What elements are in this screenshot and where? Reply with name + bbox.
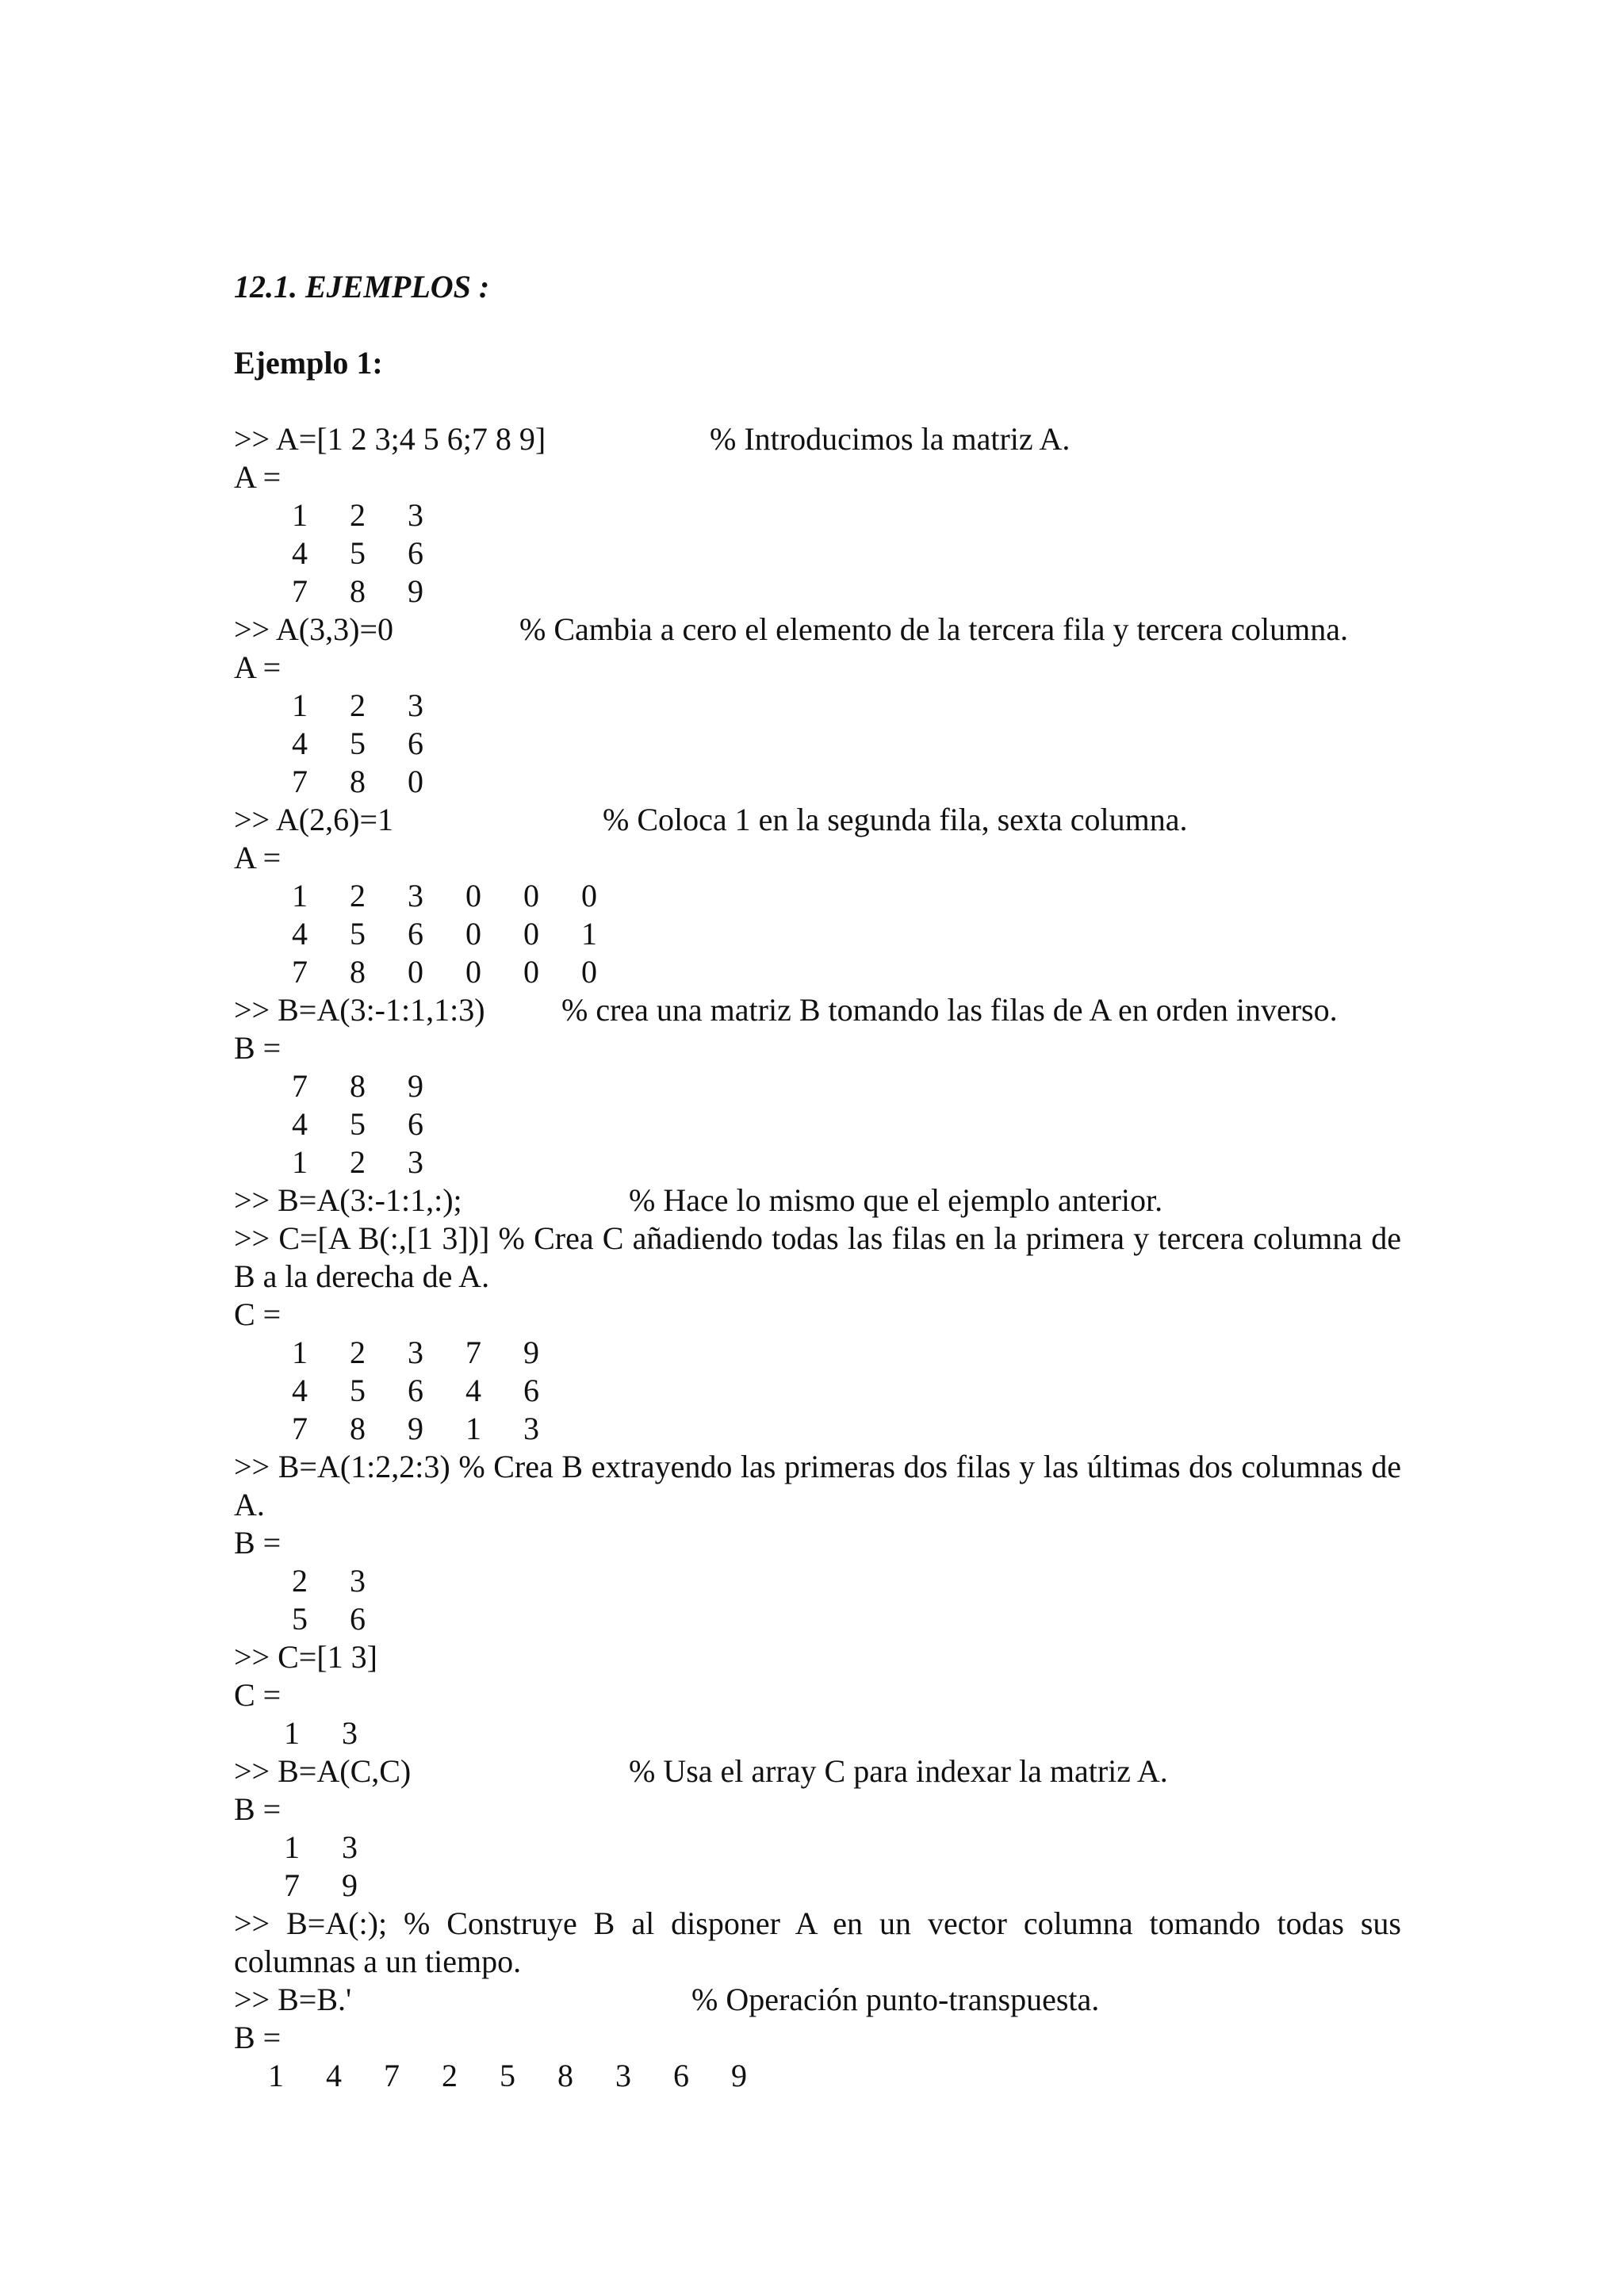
command-line: >> B=B.' xyxy=(234,1982,352,2017)
result-label: B = xyxy=(234,1525,282,1561)
matrix-cell: 9 xyxy=(731,2058,747,2093)
matrix-cell: 0 xyxy=(465,878,481,913)
matrix-cell: 9 xyxy=(408,1068,423,1104)
matrix-cell: 6 xyxy=(408,1373,423,1408)
matrix-cell: 9 xyxy=(523,1335,539,1370)
matrix-cell: 3 xyxy=(408,1335,423,1370)
matrix-cell: 1 xyxy=(292,1144,308,1180)
matrix-cell: 0 xyxy=(523,916,539,952)
matrix-cell: 4 xyxy=(292,916,308,952)
matrix-cell: 6 xyxy=(408,916,423,952)
section-title: 12.1. EJEMPLOS : xyxy=(234,269,490,304)
command-line-wrapped: >> C=[A B(:,[1 3])] % Crea C añadiendo todas las filas en la primera y tercera columna de B a la derecha de A. xyxy=(234,1220,1401,1294)
command-line-wrapped: >> B=A(:); % Construye B al disponer A en un vector columna tomando todas sus columnas a un tiempo. xyxy=(234,1905,1401,1979)
matrix-cell: 3 xyxy=(615,2058,631,2093)
matrix-cell: 7 xyxy=(465,1335,481,1370)
matrix-cell: 3 xyxy=(408,1144,423,1180)
matrix-cell: 1 xyxy=(284,1829,300,1865)
matrix-cell: 7 xyxy=(292,1411,308,1446)
matrix-cell: 1 xyxy=(292,878,308,913)
command-line: >> C=[1 3] xyxy=(234,1639,377,1675)
matrix-cell: 6 xyxy=(408,535,423,571)
matrix-cell: 5 xyxy=(350,1373,366,1408)
matrix-cell: 9 xyxy=(342,1867,358,1903)
matrix-cell: 2 xyxy=(350,878,366,913)
matrix-cell: 5 xyxy=(350,726,366,761)
command-comment: % Coloca 1 en la segunda fila, sexta columna. xyxy=(603,802,1188,837)
result-label: A = xyxy=(234,459,282,495)
matrix-cell: 7 xyxy=(292,1068,308,1104)
command-comment: % Usa el array C para indexar la matriz A. xyxy=(629,1753,1168,1789)
matrix-cell: 1 xyxy=(465,1411,481,1446)
matrix-cell: 2 xyxy=(350,497,366,533)
matrix-cell: 3 xyxy=(350,1563,366,1599)
matrix-cell: 4 xyxy=(292,1373,308,1408)
command-line: >> B=A(3:-1:1,1:3) xyxy=(234,992,485,1028)
matrix-cell: 3 xyxy=(342,1715,358,1751)
matrix-cell: 7 xyxy=(292,764,308,799)
matrix-cell: 4 xyxy=(292,1106,308,1142)
matrix-cell: 8 xyxy=(350,573,366,609)
command-comment: % Operación punto-transpuesta. xyxy=(691,1982,1100,2017)
matrix-cell: 0 xyxy=(523,954,539,990)
matrix-cell: 3 xyxy=(342,1829,358,1865)
matrix-cell: 9 xyxy=(408,1411,423,1446)
command-line: >> B=A(3:-1:1,:); xyxy=(234,1182,462,1218)
matrix-cell: 0 xyxy=(523,878,539,913)
matrix-cell: 6 xyxy=(408,1106,423,1142)
matrix-cell: 4 xyxy=(326,2058,342,2093)
matrix-cell: 4 xyxy=(292,726,308,761)
matrix-cell: 5 xyxy=(292,1601,308,1637)
matrix-cell: 0 xyxy=(408,954,423,990)
matrix-cell: 3 xyxy=(408,687,423,723)
command-line: >> A(2,6)=1 xyxy=(234,802,393,837)
matrix-cell: 6 xyxy=(523,1373,539,1408)
matrix-cell: 1 xyxy=(292,497,308,533)
matrix-cell: 6 xyxy=(408,726,423,761)
matrix-cell: 7 xyxy=(384,2058,400,2093)
matrix-cell: 2 xyxy=(292,1563,308,1599)
matrix-cell: 7 xyxy=(292,573,308,609)
matrix-cell: 1 xyxy=(284,1715,300,1751)
matrix-cell: 3 xyxy=(408,878,423,913)
command-comment: % Cambia a cero el elemento de la tercera fila y tercera columna. xyxy=(519,611,1348,647)
matrix-cell: 4 xyxy=(292,535,308,571)
matrix-cell: 5 xyxy=(350,535,366,571)
matrix-cell: 6 xyxy=(350,1601,366,1637)
matrix-cell: 1 xyxy=(268,2058,284,2093)
matrix-cell: 5 xyxy=(350,916,366,952)
command-line: >> B=A(C,C) xyxy=(234,1753,412,1789)
matrix-cell: 5 xyxy=(500,2058,515,2093)
example-title: Ejemplo 1: xyxy=(234,345,383,381)
result-label: B = xyxy=(234,1791,282,1827)
command-line-wrapped: >> B=A(1:2,2:3) % Crea B extrayendo las primeras dos filas y las últimas dos columnas de A. xyxy=(234,1449,1401,1522)
command-comment: % Hace lo mismo que el ejemplo anterior. xyxy=(629,1182,1163,1218)
matrix-cell: 2 xyxy=(350,687,366,723)
result-label: C = xyxy=(234,1296,282,1332)
command-line: >> A(3,3)=0 xyxy=(234,611,393,647)
matrix-cell: 3 xyxy=(408,497,423,533)
matrix-cell: 1 xyxy=(581,916,597,952)
matrix-cell: 9 xyxy=(408,573,423,609)
matrix-cell: 0 xyxy=(581,954,597,990)
matrix-cell: 8 xyxy=(350,764,366,799)
matrix-cell: 1 xyxy=(292,1335,308,1370)
matrix-cell: 0 xyxy=(465,954,481,990)
matrix-cell: 6 xyxy=(673,2058,689,2093)
result-label: A = xyxy=(234,649,282,685)
matrix-cell: 2 xyxy=(442,2058,458,2093)
matrix-cell: 7 xyxy=(292,954,308,990)
command-comment: % Introducimos la matriz A. xyxy=(710,421,1071,457)
matrix-cell: 7 xyxy=(284,1867,300,1903)
matrix-cell: 8 xyxy=(350,1068,366,1104)
matrix-cell: 5 xyxy=(350,1106,366,1142)
matrix-cell: 8 xyxy=(557,2058,573,2093)
result-label: C = xyxy=(234,1677,282,1713)
matrix-cell: 0 xyxy=(581,878,597,913)
matrix-cell: 0 xyxy=(408,764,423,799)
matrix-cell: 2 xyxy=(350,1144,366,1180)
matrix-cell: 8 xyxy=(350,1411,366,1446)
matrix-cell: 8 xyxy=(350,954,366,990)
result-label: A = xyxy=(234,840,282,875)
command-comment: % crea una matriz B tomando las filas de A en orden inverso. xyxy=(561,992,1338,1028)
matrix-cell: 2 xyxy=(350,1335,366,1370)
result-label: B = xyxy=(234,2020,282,2055)
result-label: B = xyxy=(234,1030,282,1066)
matrix-cell: 1 xyxy=(292,687,308,723)
command-line: >> A=[1 2 3;4 5 6;7 8 9] xyxy=(234,421,546,457)
matrix-cell: 3 xyxy=(523,1411,539,1446)
matrix-cell: 4 xyxy=(465,1373,481,1408)
matrix-cell: 0 xyxy=(465,916,481,952)
